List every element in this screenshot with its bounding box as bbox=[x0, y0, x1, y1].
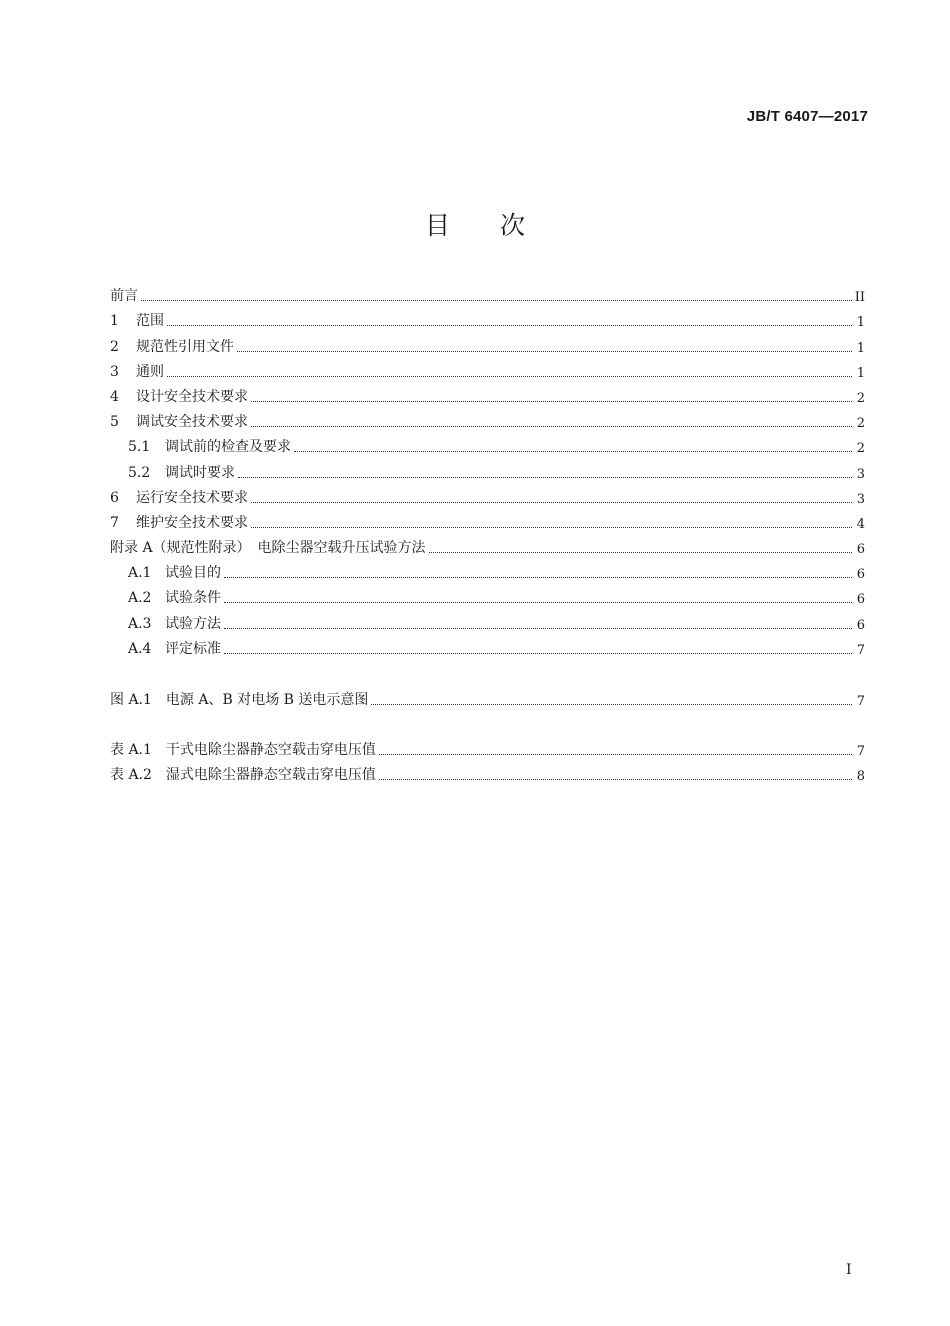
toc-entry-section[interactable] bbox=[110, 482, 865, 507]
toc-entry-annex-item[interactable] bbox=[110, 582, 865, 607]
toc-entry-number: 1 bbox=[110, 313, 119, 330]
toc-entry-label: 规范性引用文件 bbox=[136, 338, 234, 355]
toc-entry-label: 调试时要求 bbox=[165, 464, 235, 481]
toc-entry-subsection[interactable] bbox=[110, 456, 865, 481]
standard-code: JB/T 6407—2017 bbox=[746, 108, 868, 125]
toc-entry-number: A.1 bbox=[128, 565, 152, 582]
dot-leader bbox=[251, 400, 852, 402]
toc-entry-section[interactable] bbox=[110, 305, 865, 330]
table-of-contents bbox=[110, 280, 865, 784]
dot-leader bbox=[294, 450, 852, 452]
toc-page-number: 3 bbox=[856, 491, 865, 507]
toc-page-number: 6 bbox=[856, 617, 865, 633]
spacer bbox=[110, 658, 865, 684]
toc-entry-label: 范围 bbox=[136, 313, 164, 330]
dot-leader bbox=[224, 627, 852, 629]
dot-leader bbox=[429, 551, 852, 553]
toc-entry-number: 5 bbox=[110, 414, 119, 431]
toc-page-number: II bbox=[854, 290, 865, 306]
toc-entry-table[interactable] bbox=[110, 759, 865, 784]
spacer bbox=[110, 709, 865, 734]
toc-entry-number: 5.2 bbox=[128, 464, 151, 481]
toc-entry-section[interactable] bbox=[110, 381, 865, 406]
toc-page-number: 4 bbox=[856, 516, 865, 532]
toc-entry-label: 试验目的 bbox=[165, 565, 221, 582]
toc-entry-label: 调试前的检查及要求 bbox=[165, 439, 291, 456]
toc-page-number: 3 bbox=[856, 466, 865, 482]
toc-entry-label: 附录 A（规范性附录） 电除尘器空载升压试验方法 bbox=[110, 540, 426, 557]
toc-entry-label: 表 A.2 湿式电除尘器静态空载击穿电压值 bbox=[110, 767, 376, 784]
toc-page-number: 6 bbox=[856, 567, 865, 583]
toc-page-number: 2 bbox=[856, 416, 865, 432]
dot-leader bbox=[167, 375, 852, 377]
dot-leader bbox=[224, 576, 852, 578]
toc-entry-section[interactable] bbox=[110, 330, 865, 355]
toc-page-number: 2 bbox=[856, 390, 865, 406]
toc-page-number: 6 bbox=[856, 542, 865, 558]
toc-entry-label: 试验方法 bbox=[165, 615, 221, 632]
toc-entry-number: 5.1 bbox=[128, 439, 151, 456]
toc-page-number: 1 bbox=[856, 315, 865, 331]
toc-entry-label: 图 A.1 电源 A、B 对电场 B 送电示意图 bbox=[110, 692, 369, 708]
toc-page-number: 6 bbox=[856, 592, 865, 608]
toc-entry-annex-item[interactable] bbox=[110, 633, 865, 658]
toc-page-number: 1 bbox=[856, 340, 865, 356]
toc-entry-subsection[interactable] bbox=[110, 431, 865, 456]
toc-entry-annex[interactable] bbox=[110, 532, 865, 557]
dot-leader bbox=[251, 425, 852, 427]
toc-entry-number: 6 bbox=[110, 489, 119, 506]
toc-entry-foreword[interactable] bbox=[110, 280, 865, 305]
toc-page-number: 7 bbox=[856, 744, 865, 760]
toc-entry-figure[interactable] bbox=[110, 684, 865, 709]
toc-page-number: 2 bbox=[856, 441, 865, 457]
toc-entry-label: 调试安全技术要求 bbox=[136, 414, 248, 431]
toc-entry-label: 运行安全技术要求 bbox=[136, 489, 248, 506]
page-title: 目次 bbox=[424, 211, 575, 240]
toc-entry-number: 4 bbox=[110, 388, 119, 405]
toc-entry-annex-item[interactable] bbox=[110, 607, 865, 632]
dot-leader bbox=[224, 652, 852, 654]
toc-entry-number: 3 bbox=[110, 363, 119, 380]
dot-leader bbox=[379, 753, 852, 755]
dot-leader bbox=[237, 350, 852, 352]
toc-page-number: 8 bbox=[856, 769, 865, 785]
dot-leader bbox=[251, 501, 852, 503]
toc-entry-section[interactable] bbox=[110, 507, 865, 532]
toc-entry-number: 7 bbox=[110, 514, 119, 531]
dot-leader bbox=[238, 476, 852, 478]
dot-leader bbox=[224, 601, 852, 603]
toc-entry-number: A.2 bbox=[128, 590, 152, 607]
toc-entry-section[interactable] bbox=[110, 406, 865, 431]
toc-entry-label: 通则 bbox=[136, 363, 164, 380]
toc-entry-number: 2 bbox=[110, 338, 119, 355]
dot-leader bbox=[379, 778, 852, 780]
toc-entry-annex-item[interactable] bbox=[110, 557, 865, 582]
dot-leader bbox=[167, 324, 852, 326]
page-number: I bbox=[846, 1262, 852, 1278]
toc-entry-label: 表 A.1 干式电除尘器静态空载击穿电压值 bbox=[110, 742, 376, 759]
toc-entry-label: 前言 bbox=[110, 288, 138, 305]
toc-entry-section[interactable] bbox=[110, 356, 865, 381]
toc-entry-table[interactable] bbox=[110, 734, 865, 759]
toc-page-number: 7 bbox=[856, 694, 865, 709]
dot-leader bbox=[141, 299, 852, 301]
toc-entry-number: A.3 bbox=[128, 615, 152, 632]
toc-entry-label: 评定标准 bbox=[165, 640, 221, 657]
toc-page-number: 1 bbox=[856, 365, 865, 381]
toc-page-number: 7 bbox=[856, 642, 865, 658]
toc-entry-label: 试验条件 bbox=[165, 590, 221, 607]
toc-entry-label: 维护安全技术要求 bbox=[136, 514, 248, 531]
dot-leader bbox=[371, 703, 852, 705]
dot-leader bbox=[251, 526, 852, 528]
toc-entry-number: A.4 bbox=[128, 640, 152, 657]
toc-entry-label: 设计安全技术要求 bbox=[136, 388, 248, 405]
